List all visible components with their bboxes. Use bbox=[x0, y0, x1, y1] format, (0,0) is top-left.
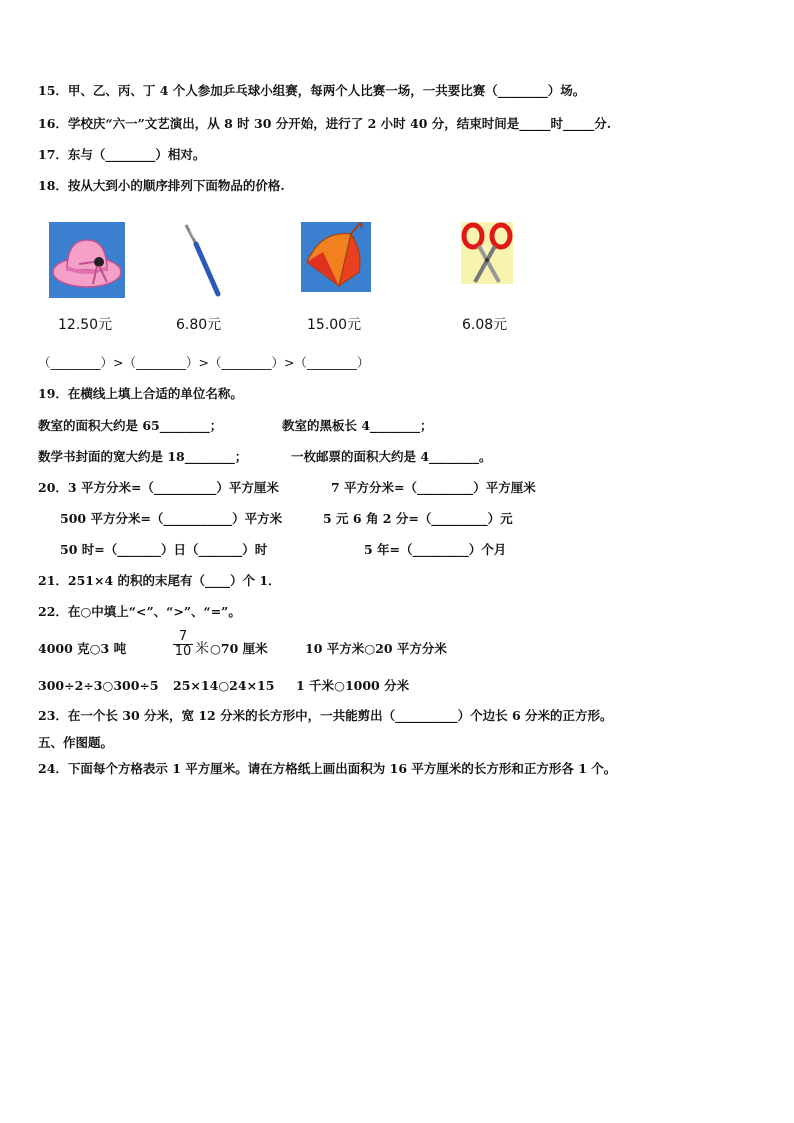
question-22-f: 1 千米○1000 分米 bbox=[296, 678, 410, 693]
question-22-e: 25×14○24×15 bbox=[173, 678, 275, 693]
question-20-b: 7 平方分米=（_________）平方厘米 bbox=[331, 480, 536, 495]
pen-image bbox=[178, 222, 224, 298]
fraction-seven-tenths bbox=[173, 630, 213, 666]
fraction-denominator: 10 bbox=[174, 644, 192, 659]
price-order-blanks: （________）>（________）>（________）>（________） bbox=[38, 355, 370, 370]
question-22: 22．在○中填上“<”、“>”、“=”。 bbox=[38, 604, 241, 619]
question-19-d: 一枚邮票的面积大约是 4________。 bbox=[291, 449, 492, 464]
section-5-heading: 五、作图题。 bbox=[38, 735, 114, 750]
hat-image bbox=[49, 222, 125, 298]
question-21: 21．251×4 的积的末尾有（____）个 1． bbox=[38, 573, 281, 588]
question-20-c: 500 平方分米=（___________）平方米 bbox=[60, 511, 283, 526]
question-19: 19．在横线上填上合适的单位名称。 bbox=[38, 386, 243, 401]
question-22-c: 10 平方米○20 平方分米 bbox=[305, 641, 447, 656]
question-15: 15．甲、乙、丙、丁 4 个人参加乒乓球小组赛，每两个人比赛一场，一共要比赛（________）场。 bbox=[38, 83, 586, 98]
hat-price: 12.50元 bbox=[58, 317, 113, 333]
scissors-price: 6.08元 bbox=[462, 317, 508, 333]
pen-price: 6.80元 bbox=[176, 317, 222, 333]
question-19-a: 教室的面积大约是 65________； bbox=[38, 418, 223, 433]
question-24: 24．下面每个方格表示 1 平方厘米。请在方格纸上画出面积为 16 平方厘米的长方形和正方形各 1 个。 bbox=[38, 761, 617, 776]
umbrella-image bbox=[301, 222, 371, 292]
question-20-d: 5 元 6 角 2 分=（_________）元 bbox=[323, 511, 513, 526]
fraction-numerator: 7 bbox=[178, 629, 188, 644]
question-16: 16．学校庆“六一”文艺演出，从 8 时 30 分开始，进行了 2 小时 40 分，结束时间是_____时_____分. bbox=[38, 116, 612, 131]
umbrella-price: 15.00元 bbox=[307, 317, 362, 333]
question-19-c: 数学书封面的宽大约是 18________； bbox=[38, 449, 248, 464]
scissors-image bbox=[461, 222, 513, 284]
fraction-unit: 米 bbox=[195, 641, 209, 657]
question-19-b: 教室的黑板长 4________； bbox=[282, 418, 433, 433]
question-20-e: 50 时=（_______）日（_______）时 bbox=[60, 542, 268, 557]
question-17: 17．东与（________）相对。 bbox=[38, 147, 206, 162]
question-20-f: 5 年=（_________）个月 bbox=[364, 542, 507, 557]
question-18: 18．按从大到小的顺序排列下面物品的价格. bbox=[38, 178, 285, 193]
question-23: 23．在一个长 30 分米，宽 12 分米的长方形中，一共能剪出（__________）个边长 6 分米的正方形。 bbox=[38, 708, 613, 723]
question-22-b: ○70 厘米 bbox=[210, 641, 268, 656]
question-22-d: 300÷2÷3○300÷5 bbox=[38, 678, 159, 693]
question-22-a: 4000 克○3 吨 bbox=[38, 641, 127, 656]
question-20-a: 20．3 平方分米=（__________）平方厘米 bbox=[38, 480, 279, 495]
